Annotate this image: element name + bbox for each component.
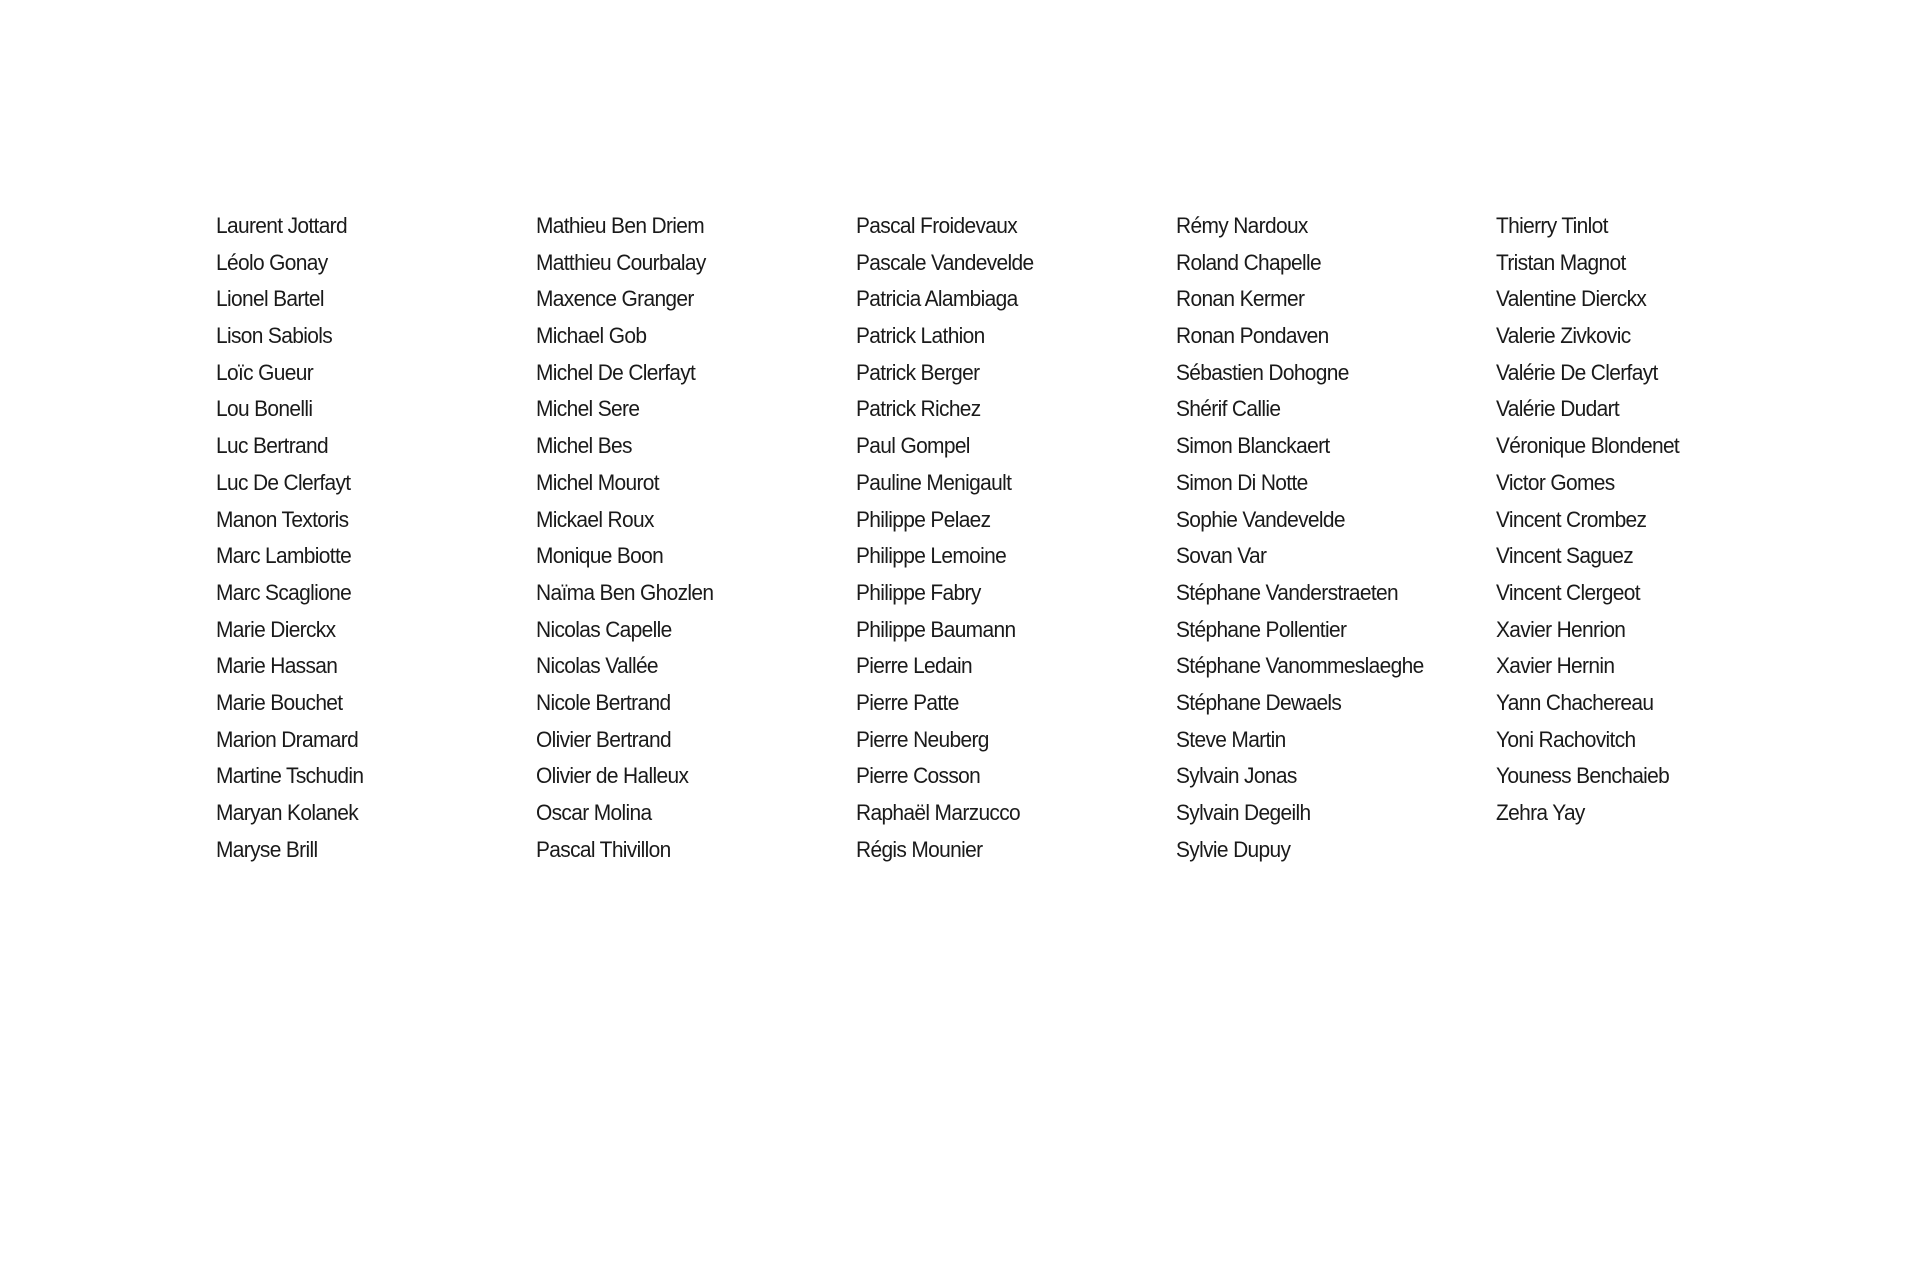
name-entry: Shérif Callie — [1176, 396, 1281, 422]
name-entry: Philippe Pelaez — [856, 506, 991, 532]
name-column-3 — [856, 208, 1156, 868]
name-entry: Léolo Gonay — [216, 249, 328, 275]
name-column-1 — [216, 208, 516, 868]
name-entry: Stéphane Vanommeslaeghe — [1176, 653, 1424, 679]
name-entry: Loïc Gueur — [216, 359, 314, 385]
name-entry: Michel De Clerfayt — [536, 359, 696, 385]
name-entry: Véronique Blondenet — [1496, 433, 1680, 459]
name-entry: Nicolas Vallée — [536, 653, 658, 679]
name-entry: Michael Gob — [536, 323, 647, 349]
name-entry: Pascal Froidevaux — [856, 213, 1018, 238]
name-entry: Raphaël Marzucco — [856, 800, 1021, 825]
name-entry: Philippe Baumann — [856, 616, 1016, 642]
name-entry: Patrick Berger — [856, 359, 980, 385]
name-entry: Pierre Neuberg — [856, 726, 989, 752]
name-entry: Marie Dierckx — [216, 616, 336, 642]
name-entry: Vincent Clergeot — [1496, 579, 1640, 605]
name-entry: Naïma Ben Ghozlen — [536, 579, 714, 605]
name-entry: Xavier Hernin — [1496, 653, 1615, 679]
name-entry: Olivier Bertrand — [536, 726, 671, 752]
name-entry: Maryan Kolanek — [216, 800, 359, 825]
name-entry: Maryse Brill — [216, 836, 318, 862]
name-entry: Simon Di Notte — [1176, 469, 1308, 495]
name-entry: Nicolas Capelle — [536, 616, 672, 642]
name-entry: Tristan Magnot — [1496, 249, 1626, 275]
name-entry: Marc Scaglione — [216, 579, 352, 605]
name-entry: Lionel Bartel — [216, 286, 324, 312]
name-entry: Yoni Rachovitch — [1496, 726, 1636, 752]
name-entry: Stéphane Pollentier — [1176, 616, 1347, 642]
name-entry: Martine Tschudin — [216, 763, 364, 789]
name-entry: Sylvie Dupuy — [1176, 836, 1291, 862]
name-entry: Ronan Kermer — [1176, 286, 1305, 312]
name-entry: Yann Chachereau — [1496, 689, 1654, 715]
name-entry: Sébastien Dohogne — [1176, 359, 1349, 385]
name-entry: Sophie Vandevelde — [1176, 506, 1345, 532]
name-entry: Pascal Thivillon — [536, 836, 671, 862]
name-entry: Pierre Patte — [856, 689, 959, 715]
name-column-5 — [1496, 208, 1796, 832]
name-entry: Michel Bes — [536, 433, 632, 459]
name-entry: Laurent Jottard — [216, 213, 347, 238]
name-entry: Marion Dramard — [216, 726, 359, 752]
name-entry: Michel Sere — [536, 396, 640, 422]
name-entry: Vincent Crombez — [1496, 506, 1647, 532]
name-entry: Patrick Lathion — [856, 323, 985, 349]
name-entry: Michel Mourot — [536, 469, 659, 495]
name-entry: Xavier Henrion — [1496, 616, 1626, 642]
name-entry: Stéphane Vanderstraeten — [1176, 579, 1398, 605]
name-entry: Victor Gomes — [1496, 469, 1615, 495]
name-entry: Lou Bonelli — [216, 396, 313, 422]
name-entry: Patrick Richez — [856, 396, 981, 422]
name-entry: Matthieu Courbalay — [536, 249, 706, 275]
name-entry: Mickael Roux — [536, 506, 654, 532]
name-entry: Youness Benchaieb — [1496, 763, 1670, 789]
name-entry: Stéphane Dewaels — [1176, 689, 1342, 715]
names-list — [0, 208, 1920, 888]
name-entry: Sovan Var — [1176, 543, 1267, 569]
name-entry: Pierre Cosson — [856, 763, 981, 789]
name-entry: Roland Chapelle — [1176, 249, 1321, 275]
name-entry: Régis Mounier — [856, 836, 983, 862]
name-entry: Steve Martin — [1176, 726, 1286, 752]
name-entry: Pierre Ledain — [856, 653, 973, 679]
name-entry: Marie Hassan — [216, 653, 338, 679]
name-entry: Lison Sabiols — [216, 323, 333, 349]
name-column-2 — [536, 208, 836, 868]
name-entry: Ronan Pondaven — [1176, 323, 1329, 349]
name-entry: Pascale Vandevelde — [856, 249, 1034, 275]
name-entry: Patricia Alambiaga — [856, 286, 1018, 312]
name-entry: Thierry Tinlot — [1496, 213, 1608, 238]
name-entry: Pauline Menigault — [856, 469, 1012, 495]
name-entry: Valérie De Clerfayt — [1496, 359, 1658, 385]
name-entry: Sylvain Jonas — [1176, 763, 1297, 789]
name-entry: Nicole Bertrand — [536, 689, 671, 715]
name-entry: Paul Gompel — [856, 433, 970, 459]
name-column-4 — [1176, 208, 1476, 868]
name-entry: Mathieu Ben Driem — [536, 213, 705, 238]
name-entry: Luc Bertrand — [216, 433, 329, 459]
name-entry: Maxence Granger — [536, 286, 694, 312]
name-entry: Vincent Saguez — [1496, 543, 1634, 569]
name-entry: Manon Textoris — [216, 506, 349, 532]
name-entry: Rémy Nardoux — [1176, 213, 1308, 238]
name-entry: Philippe Lemoine — [856, 543, 1007, 569]
name-entry: Valentine Dierckx — [1496, 286, 1647, 312]
name-entry: Valerie Zivkovic — [1496, 323, 1631, 349]
name-entry: Monique Boon — [536, 543, 664, 569]
name-entry: Valérie Dudart — [1496, 396, 1620, 422]
name-entry: Sylvain Degeilh — [1176, 800, 1311, 825]
name-entry: Luc De Clerfayt — [216, 469, 351, 495]
name-entry: Olivier de Halleux — [536, 763, 689, 789]
name-entry: Marc Lambiotte — [216, 543, 352, 569]
name-entry: Philippe Fabry — [856, 579, 981, 605]
name-entry: Marie Bouchet — [216, 689, 343, 715]
name-entry: Oscar Molina — [536, 800, 652, 825]
name-entry: Simon Blanckaert — [1176, 433, 1330, 459]
name-entry: Zehra Yay — [1496, 800, 1585, 825]
